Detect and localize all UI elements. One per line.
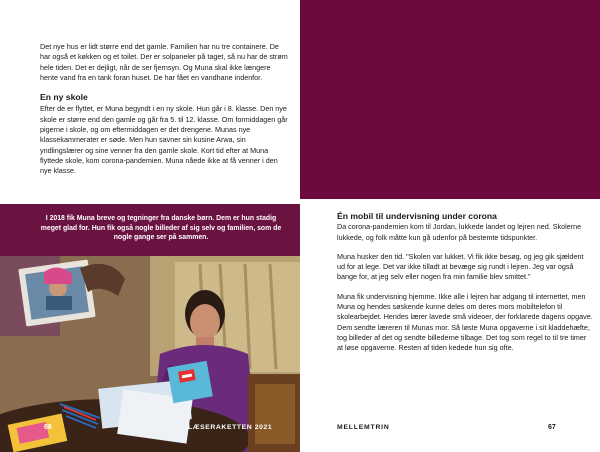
photo-caption: I 2018 fik Muna breve og tegninger fra danske børn. Dem er hun stadig meget glad for. Hun fik også nogle billeder af sig selv og familien, som de nogle gange ser på sammen.	[40, 215, 282, 242]
footer-right: MELLEMTRIN	[337, 424, 390, 431]
section-heading-new-school: En ny skole	[40, 92, 88, 103]
left-paragraph-2: Efter de er flyttet, er Muna begyndt i en ny skole. Hun går i 8. klasse. Den nye skole er større end den gamle og går fra 5. til 12. klasse. Om formiddagen går pigerne i skole, og om eftermiddagen er det drengene. Munas nye klassekammerater er søde. Men hun savner sin kusine Arwa, sin yndlingslærer og sine venner fra den gamle skole. Kort tid efter at Muna flyttede skole, kom corona-pandemien. Muna nåede ikke at få venner i den nye klasse.	[40, 104, 288, 176]
right-paragraph-3: Muna fik undervisning hjemme. Ikke alle i lejren har adgang til internettet, men Muna og hendes søskende kunne deles om deres mors mobiltelefon til skolearbejdet. Hendes lærer lavede små videoer, der forklarede dagens opgave. Dem sendte læreren til Munas mor. Så løste Muna opgaverne i sit kladdehæfte, tog billeder af det og sendte billederne tilbage. Det tog som regel to til tre timer at løse opgaverne. Resten af tiden kedede hun sig ofte.	[337, 291, 593, 353]
decorative-color-block	[300, 0, 600, 199]
left-paragraph-1: Det nye hus er lidt større end det gamle. Familien har nu tre containere. De har også et køkken og et toilet. Der er solpaneler på taget, så nu har de strøm hele tiden. Det er dejligt, når de ser fjernsyn. Og Muna skal ikke længere hente vand fra en tank foran huset. De har fået en vandhane indenfor.	[40, 42, 288, 82]
left-text-block	[40, 42, 290, 186]
page-number-left: 66	[44, 424, 52, 431]
section-heading-mobile: Én mobil til undervisning under corona	[337, 211, 497, 221]
right-paragraph-1: Da corona-pandemien kom til Jordan, lukkede landet og lejren ned. Skolerne lukkede, og folk måtte kun gå udenfor på bestemte tidspunkter.	[337, 222, 582, 242]
page-number-right: 67	[548, 424, 556, 431]
right-paragraph-2: Muna husker den tid. "Skolen var lukket. Vi fik ikke besøg, og jeg gik sjældent ud for at lege. Det var ikke tilladt at bevæge sig rundt i lejren. Jeg var også bange for, at jeg selv eller nogen fra min familie blev smittet."	[337, 251, 584, 282]
footer-left: LÆSERAKETTEN 2021	[188, 424, 273, 431]
right-text-block	[337, 211, 593, 363]
